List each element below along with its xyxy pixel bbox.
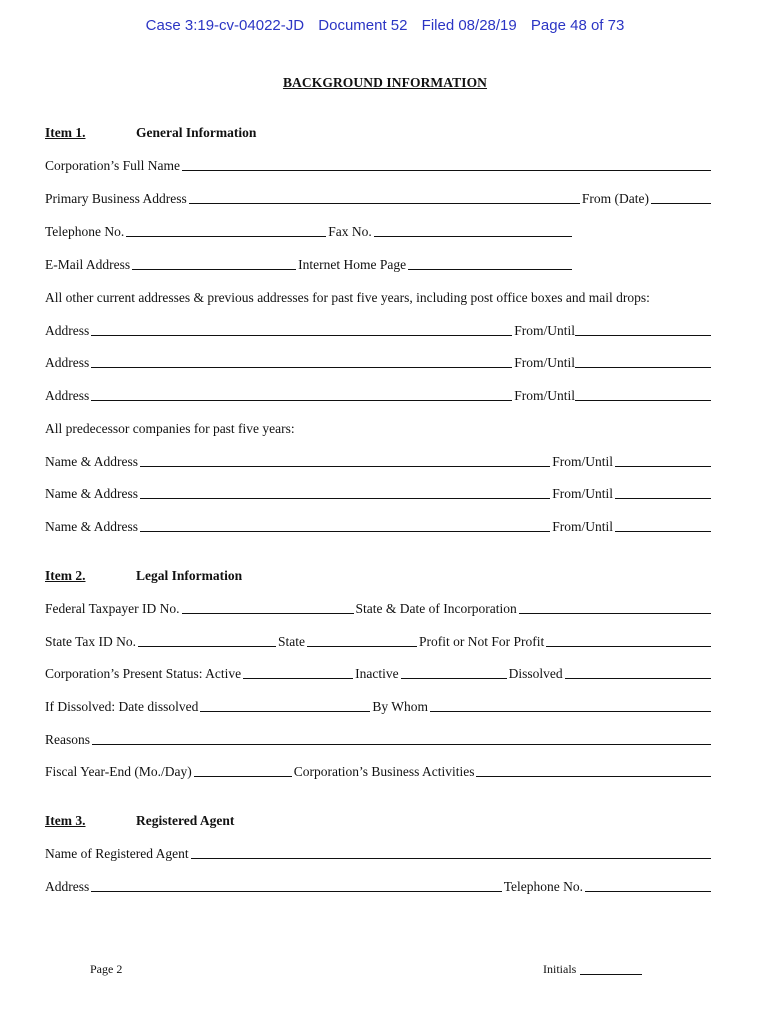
if-dissolved-row (45, 697, 713, 715)
activities-label: Corporation’s Business Activities (293, 764, 475, 779)
page-number: Page 2 (90, 962, 123, 976)
full-name-row (45, 156, 713, 174)
predecessor-field-1[interactable] (140, 466, 550, 467)
item2-title: Legal Information (136, 568, 243, 583)
predecessor-field-2[interactable] (140, 498, 550, 499)
primary-address-field[interactable] (189, 203, 580, 204)
other-addresses-note-row (45, 288, 713, 306)
reasons-row (45, 730, 713, 748)
inactive-field[interactable] (401, 678, 507, 679)
email-label: E-Mail Address (45, 257, 131, 272)
from-date-label: From (Date) (581, 191, 649, 206)
from-until-label: From/Until (552, 454, 613, 469)
state-label: State (278, 634, 306, 649)
item1-heading (45, 123, 713, 141)
predecessor-note: All predecessor companies for past five years: (45, 421, 295, 436)
reasons-label: Reasons (45, 732, 90, 747)
homepage-label: Internet Home Page (298, 257, 407, 272)
present-status-row (45, 664, 713, 682)
fiscal-row (45, 762, 713, 780)
other-address-dates-2[interactable] (575, 367, 711, 368)
other-address-row-1 (45, 321, 713, 339)
initials-field[interactable] (580, 974, 642, 975)
profit-field[interactable] (546, 646, 711, 647)
initials-block (543, 962, 644, 977)
by-whom-label: By Whom (372, 699, 428, 714)
agent-telephone-field[interactable] (585, 891, 711, 892)
predecessor-row-1 (45, 452, 713, 470)
predecessor-dates-3[interactable] (615, 531, 711, 532)
item3-heading (45, 811, 713, 829)
by-whom-field[interactable] (430, 711, 711, 712)
fiscal-field[interactable] (194, 776, 292, 777)
other-address-field-1[interactable] (91, 335, 512, 336)
dissolved-field[interactable] (565, 678, 711, 679)
state-field[interactable] (307, 646, 417, 647)
name-address-label: Name & Address (45, 486, 138, 501)
agent-name-row (45, 844, 713, 862)
other-address-row-3 (45, 386, 713, 404)
telephone-label: Telephone No. (45, 224, 125, 239)
filed-date: Filed 08/28/19 (421, 17, 517, 34)
agent-address-row (45, 877, 713, 895)
state-tax-label: State Tax ID No. (45, 634, 137, 649)
predecessor-dates-1[interactable] (615, 466, 711, 467)
item3-number: Item 3. (45, 813, 86, 828)
from-until-label: From/Until (552, 519, 613, 534)
address-label: Address (45, 323, 90, 338)
full-name-field[interactable] (182, 170, 711, 171)
page-title: BACKGROUND INFORMATION (282, 75, 488, 90)
telephone-fax-row (45, 222, 713, 240)
federal-id-field[interactable] (182, 613, 354, 614)
predecessor-row-3 (45, 517, 713, 535)
federal-id-row (45, 599, 713, 617)
other-address-field-2[interactable] (91, 367, 512, 368)
other-address-row-2 (45, 353, 713, 371)
court-header (0, 17, 770, 34)
agent-address-field[interactable] (91, 891, 501, 892)
name-address-label: Name & Address (45, 454, 138, 469)
profit-label: Profit or Not For Profit (419, 634, 545, 649)
from-until-label: From/Until (514, 323, 575, 338)
email-field[interactable] (132, 269, 296, 270)
other-address-field-3[interactable] (91, 400, 512, 401)
page-indicator: Page 48 of 73 (530, 17, 625, 34)
email-homepage-row (45, 255, 713, 273)
fax-field[interactable] (374, 236, 572, 237)
from-until-label: From/Until (514, 388, 575, 403)
predecessor-row-2 (45, 484, 713, 502)
from-date-field[interactable] (651, 203, 711, 204)
item1-title: General Information (136, 125, 257, 140)
name-address-label: Name & Address (45, 519, 138, 534)
item2-heading (45, 566, 713, 584)
reasons-field[interactable] (92, 744, 711, 745)
initials-label: Initials (543, 962, 577, 976)
document-number: Document 52 (318, 17, 408, 34)
date-dissolved-field[interactable] (200, 711, 370, 712)
other-address-dates-3[interactable] (575, 400, 711, 401)
primary-address-row (45, 189, 713, 207)
fax-label: Fax No. (328, 224, 372, 239)
item1-number: Item 1. (45, 125, 86, 140)
address-label: Address (45, 355, 90, 370)
present-status-label: Corporation’s Present Status: Active (45, 666, 242, 681)
agent-name-label: Name of Registered Agent (45, 846, 189, 861)
predecessor-dates-2[interactable] (615, 498, 711, 499)
item3-title: Registered Agent (136, 813, 235, 828)
telephone-field[interactable] (126, 236, 326, 237)
state-incorp-field[interactable] (519, 613, 711, 614)
address-label: Address (45, 388, 90, 403)
predecessor-note-row (45, 419, 713, 437)
homepage-field[interactable] (408, 269, 572, 270)
case-number: Case 3:19-cv-04022-JD (145, 17, 305, 34)
other-addresses-note: All other current addresses & previous addresses for past five years, including post office boxes and mail drops: (45, 290, 650, 305)
agent-address-label: Address (45, 879, 90, 894)
activities-field[interactable] (476, 776, 711, 777)
predecessor-field-3[interactable] (140, 531, 550, 532)
item2-number: Item 2. (45, 568, 86, 583)
agent-name-field[interactable] (191, 858, 711, 859)
from-until-label: From/Until (552, 486, 613, 501)
full-name-label: Corporation’s Full Name (45, 158, 180, 173)
from-until-label: From/Until (514, 355, 575, 370)
federal-id-label: Federal Taxpayer ID No. (45, 601, 180, 616)
agent-telephone-label: Telephone No. (503, 879, 583, 894)
other-address-dates-1[interactable] (575, 335, 711, 336)
state-tax-row (45, 632, 713, 650)
dissolved-label: Dissolved (508, 666, 563, 681)
inactive-label: Inactive (355, 666, 399, 681)
active-field[interactable] (243, 678, 353, 679)
state-tax-field[interactable] (138, 646, 276, 647)
fiscal-label: Fiscal Year-End (Mo./Day) (45, 764, 192, 779)
if-dissolved-label: If Dissolved: Date dissolved (45, 699, 199, 714)
state-incorp-label: State & Date of Incorporation (355, 601, 517, 616)
primary-address-label: Primary Business Address (45, 191, 187, 206)
